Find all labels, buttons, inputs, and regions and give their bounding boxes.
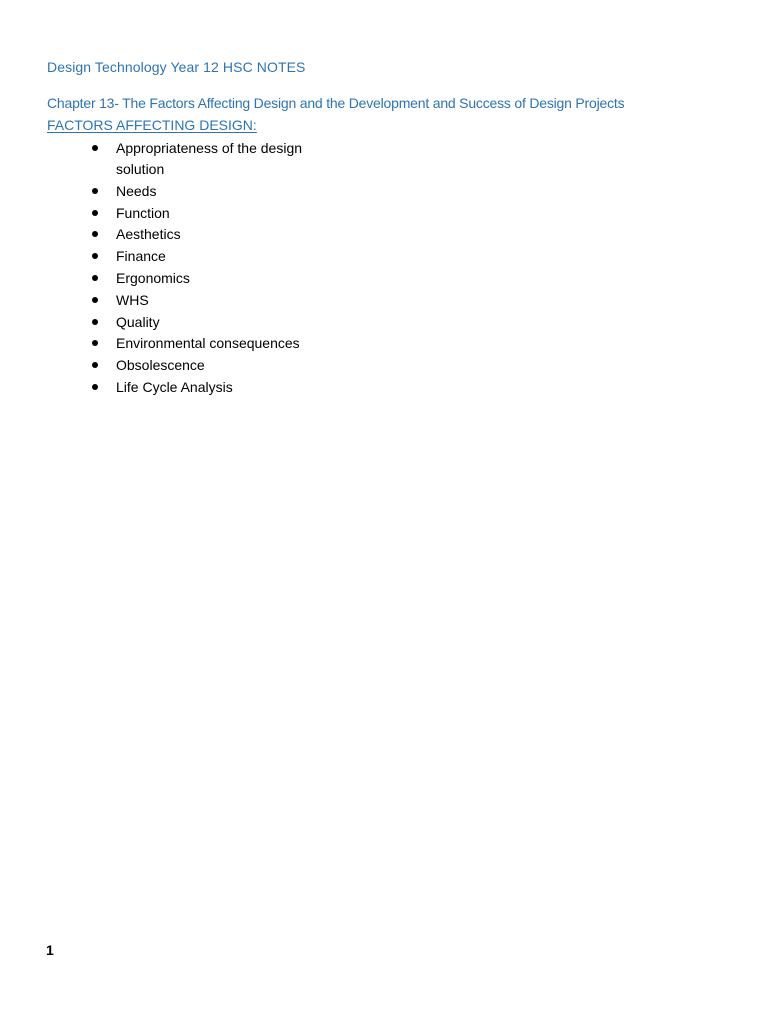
bullet-icon	[92, 188, 98, 194]
bullet-icon	[92, 384, 98, 390]
factor-label: Life Cycle Analysis	[116, 378, 233, 395]
bullet-icon	[92, 340, 98, 346]
bullet-icon	[92, 297, 98, 303]
list-item	[0, 246, 346, 267]
factor-label: Function	[116, 204, 170, 221]
bullet-icon	[92, 253, 98, 259]
factor-label: Appropriateness of the design solution	[116, 140, 303, 177]
factor-label: Environmental consequences	[116, 335, 300, 352]
factor-label: Obsolescence	[116, 357, 205, 374]
list-item	[0, 224, 346, 245]
list-item	[0, 138, 346, 180]
list-item	[0, 290, 346, 311]
bullet-icon	[92, 362, 98, 368]
bullet-icon	[92, 319, 98, 325]
list-item	[0, 203, 346, 224]
factor-label: Ergonomics	[116, 269, 190, 286]
bullet-icon	[92, 231, 98, 237]
factor-label: WHS	[116, 291, 149, 308]
bullet-icon	[92, 145, 98, 151]
list-item	[0, 312, 346, 333]
factors-list	[0, 138, 346, 399]
document-header: Design Technology Year 12 HSC NOTES	[47, 59, 306, 75]
chapter-heading: Chapter 13- The Factors Affecting Design and the Development and Success of Design Projects	[47, 95, 625, 111]
bullet-icon	[92, 275, 98, 281]
list-item	[0, 181, 346, 202]
list-item	[0, 377, 346, 398]
section-heading: FACTORS AFFECTING DESIGN:	[47, 117, 257, 133]
page-number: 1	[46, 942, 54, 958]
list-item	[0, 355, 346, 376]
factor-label: Finance	[116, 248, 166, 265]
list-item	[0, 333, 346, 354]
list-item	[0, 268, 346, 289]
factor-label: Aesthetics	[116, 226, 181, 243]
factor-label: Quality	[116, 313, 160, 330]
bullet-icon	[92, 210, 98, 216]
factor-label: Needs	[116, 182, 157, 199]
